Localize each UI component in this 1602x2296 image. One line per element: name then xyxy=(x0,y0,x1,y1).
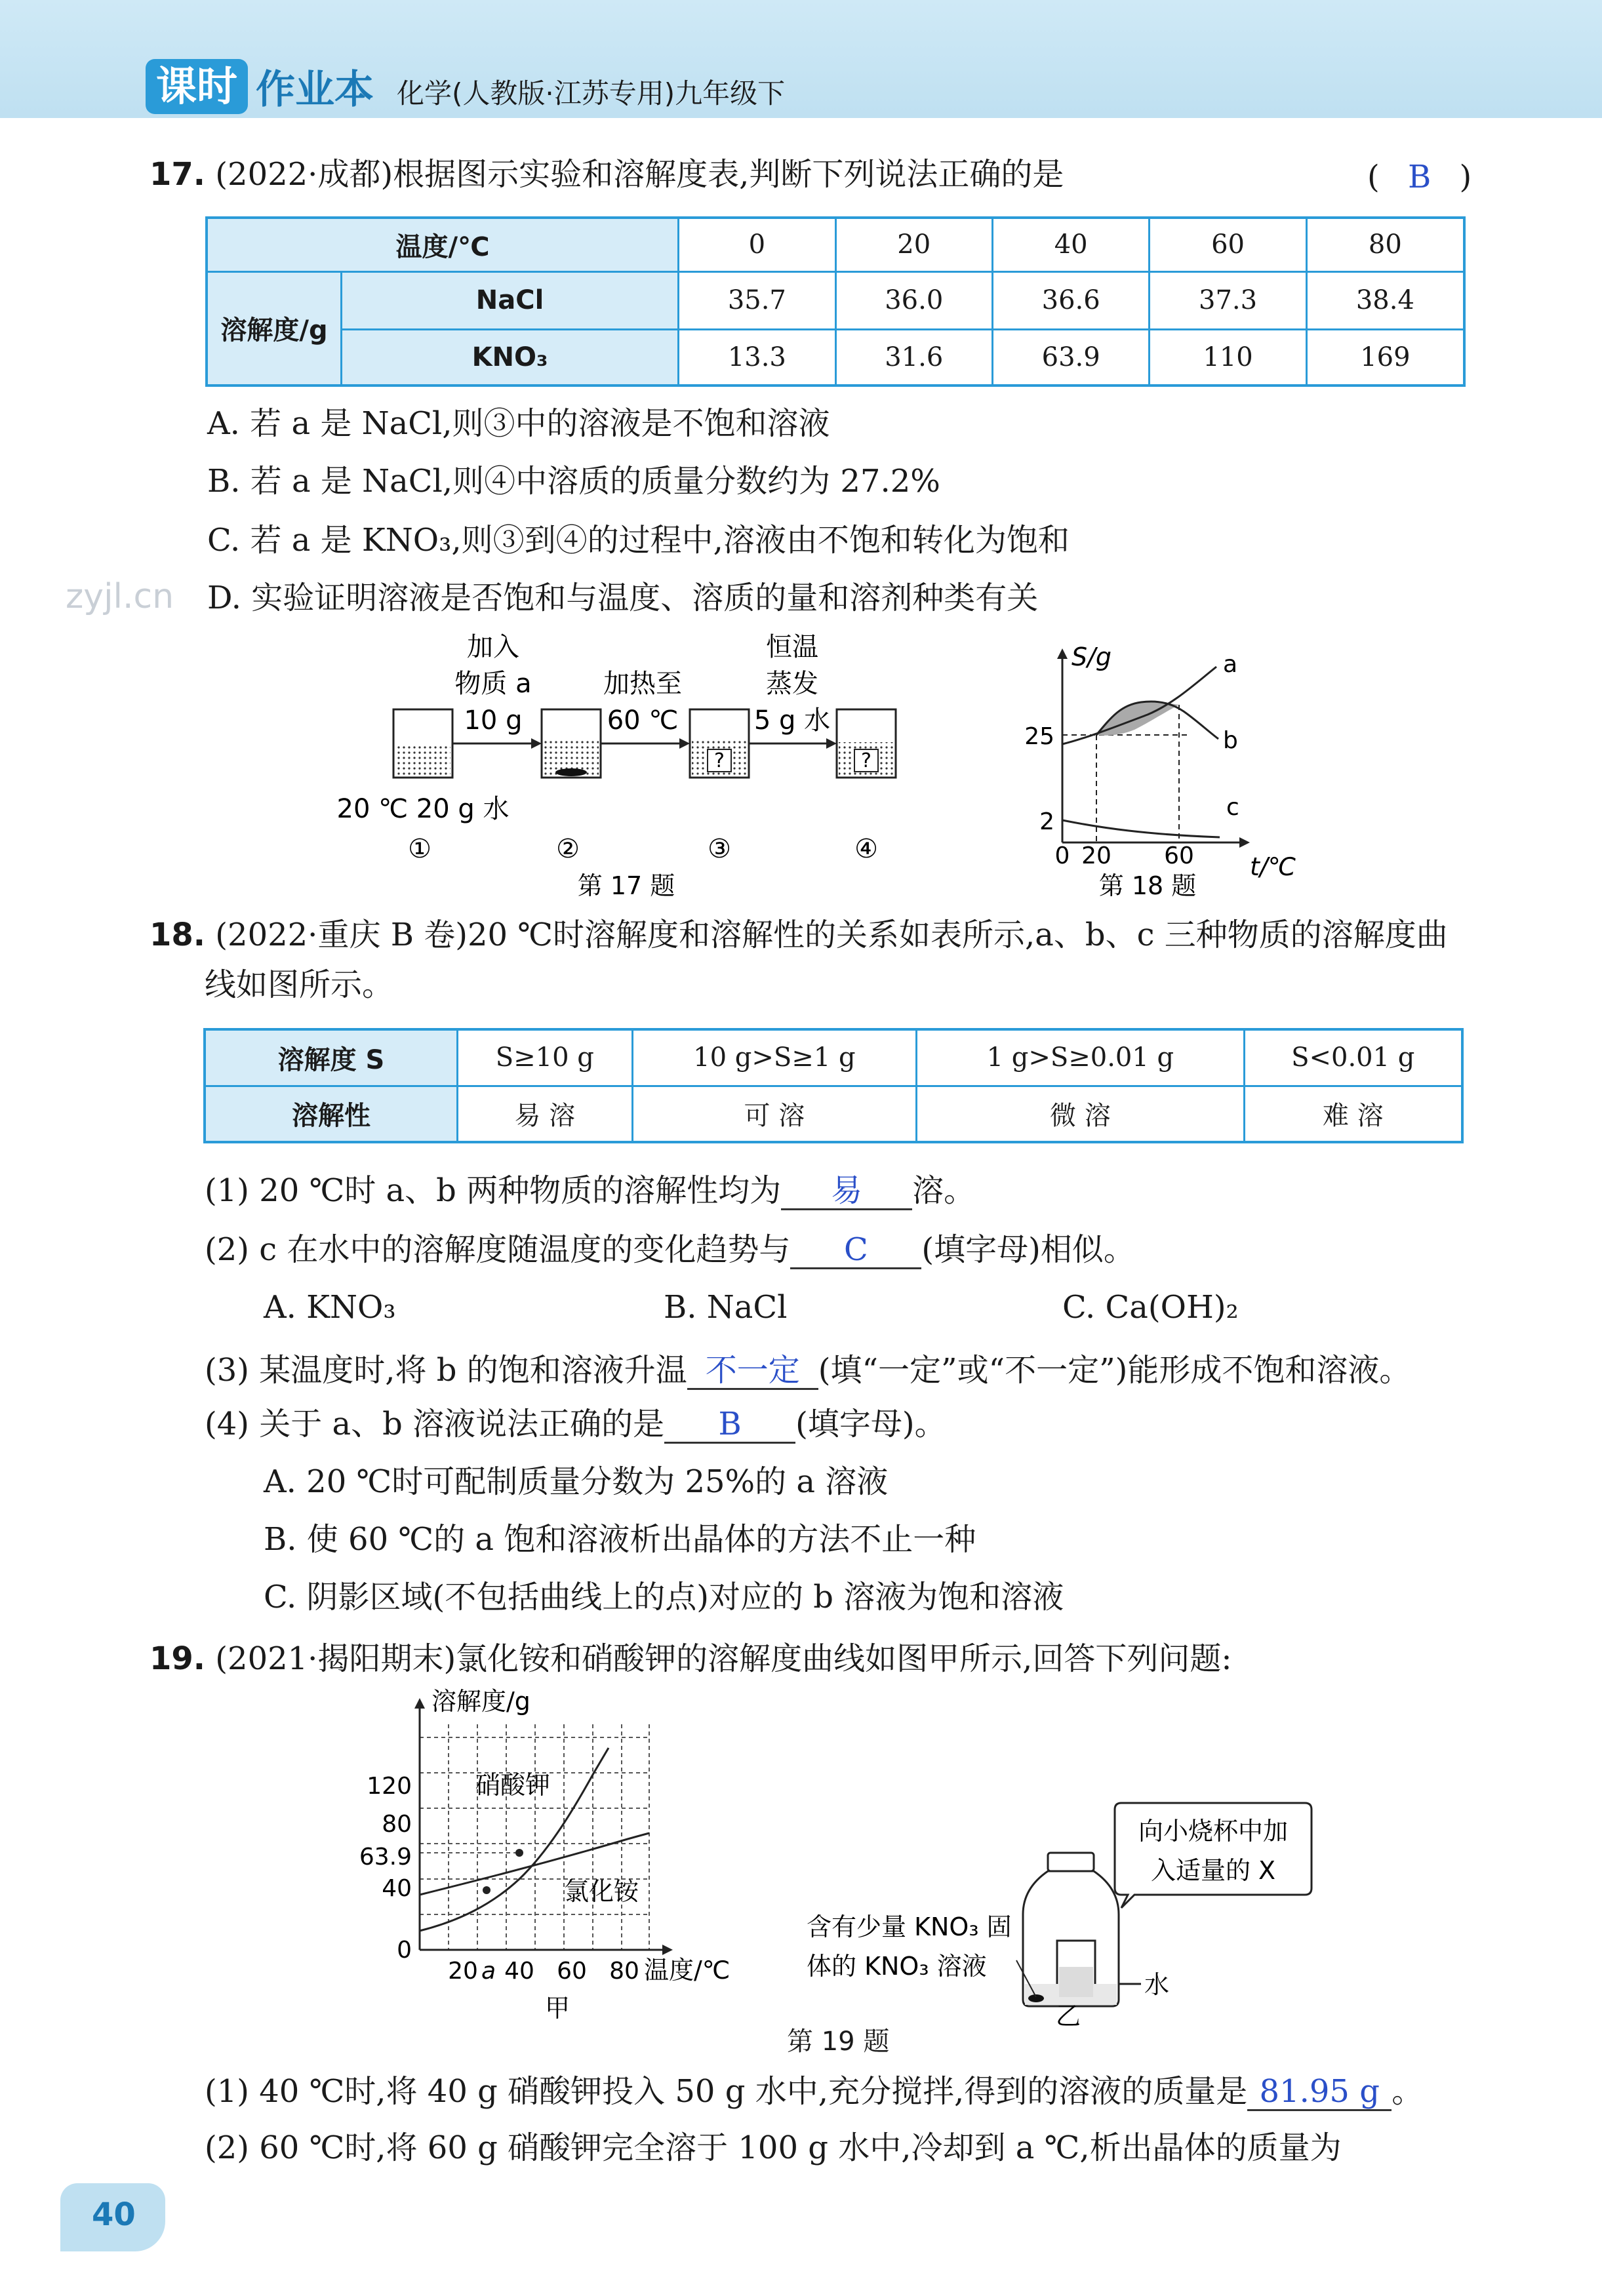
q19-caption: 第 19 题 xyxy=(787,2027,890,2057)
q17-stem xyxy=(150,155,1064,194)
y-tick: 63.9 xyxy=(359,1844,412,1870)
table-cell: 可 溶 xyxy=(632,1086,917,1142)
paren-left: ( xyxy=(1367,159,1380,195)
q18-sub4-text: (4) 关于 a、b 溶液说法正确的是 xyxy=(205,1406,665,1442)
q17-number: 17. xyxy=(150,156,206,193)
panel-label-jia: 甲 xyxy=(544,1994,571,2023)
q17-experiment-figure xyxy=(328,629,918,905)
step3-line1: 恒温 xyxy=(766,632,818,662)
q17-caption: 第 17 题 xyxy=(577,871,675,900)
x-tick: 60 xyxy=(557,1958,587,1985)
substance-nacl: NaCl xyxy=(342,271,679,329)
x-tick: 20 xyxy=(1081,842,1111,869)
label-3: ③ xyxy=(708,834,731,864)
y-axis-label: S/g xyxy=(1071,643,1112,671)
temp-cell: 0 xyxy=(679,218,835,271)
q18-sub2-opt-a: A. KNO₃ xyxy=(264,1289,396,1326)
q17-answer: B xyxy=(1408,159,1432,195)
q18-sub3-text: (3) 某温度时,将 b 的饱和溶液升温 xyxy=(205,1352,687,1389)
x-tick: 0 xyxy=(1054,842,1070,869)
subject-title: 化学(人教版·江苏专用)九年级下 xyxy=(397,77,786,109)
q18-sub1-tail: 溶。 xyxy=(912,1172,976,1209)
watermark: zyjl.cn xyxy=(66,577,174,616)
q19-sub1-tail: 。 xyxy=(1392,2073,1424,2110)
x-axis-label: t/℃ xyxy=(1250,852,1296,881)
step1-line3: 10 g xyxy=(464,705,523,736)
q18-sub4-answer: B xyxy=(664,1406,795,1444)
q18-number: 18. xyxy=(150,917,206,953)
q17-answer-slot xyxy=(1367,157,1472,197)
step1-line2: 物质 a xyxy=(454,669,532,699)
table-cell: 1 g>S≥0.01 g xyxy=(917,1029,1244,1086)
table-cell: 微 溶 xyxy=(917,1086,1244,1142)
q18-sub2-opt-b: B. NaCl xyxy=(664,1289,788,1326)
x-tick: 60 xyxy=(1164,842,1194,869)
q18-sub4 xyxy=(205,1404,946,1444)
temp-header: 温度/℃ xyxy=(207,218,679,271)
q18-sub1-answer: 易 xyxy=(781,1173,912,1210)
water-label: 水 xyxy=(1144,1970,1170,1999)
q18-stem-line2: 线如图所示。 xyxy=(205,966,394,1003)
label-2: ② xyxy=(556,834,580,864)
temp-cell: 60 xyxy=(1150,218,1306,271)
table-cell: 31.6 xyxy=(835,329,992,386)
step3-line3: 5 g 水 xyxy=(753,705,831,736)
table-cell: 110 xyxy=(1150,329,1306,386)
table-cell: S≥10 g xyxy=(458,1029,633,1086)
x-tick: a xyxy=(481,1958,496,1985)
curve-b-label: b xyxy=(1223,727,1238,754)
table-cell: 10 g>S≥1 g xyxy=(632,1029,917,1086)
brand-box: 课时 xyxy=(146,59,248,114)
x-tick: 40 xyxy=(504,1958,534,1985)
table-cell: S<0.01 g xyxy=(1244,1029,1462,1086)
temp-cell: 80 xyxy=(1306,218,1464,271)
q19-sub1-answer: 81.95 g xyxy=(1247,2074,1392,2111)
label-4: ④ xyxy=(854,834,878,864)
start-label: 20 ℃ 20 g 水 xyxy=(336,794,510,824)
curve-c-label: c xyxy=(1226,794,1239,821)
row2-header: 溶解性 xyxy=(205,1086,458,1142)
q18-sub2-text: (2) c 在水中的溶解度随温度的变化趋势与 xyxy=(205,1231,791,1268)
table-cell: 易 溶 xyxy=(458,1086,633,1142)
bubble-line2: 入适量的 X xyxy=(1150,1856,1276,1885)
q19-number: 19. xyxy=(150,1640,206,1677)
table-cell: 35.7 xyxy=(679,271,835,329)
substance-kno3: KNO₃ xyxy=(342,329,679,386)
q19-apparatus xyxy=(800,1790,1325,2026)
q18-text: (2022·重庆 B 卷)20 ℃时溶解度和溶解性的关系如表所示,a、b、c 三种物质的溶解度曲 xyxy=(215,917,1448,953)
q19-solubility-graph xyxy=(341,1685,813,2026)
table-cell: 38.4 xyxy=(1306,271,1464,329)
q18-sub4-opt-c: C. 阴影区域(不包括曲线上的点)对应的 b 溶液为饱和溶液 xyxy=(264,1579,1064,1615)
y-axis-label: 溶解度/g xyxy=(431,1687,531,1716)
step2-line1: 加热至 xyxy=(603,669,682,699)
q17-solubility-table xyxy=(205,216,1466,387)
q18-sub4-opt-b: B. 使 60 ℃的 a 饱和溶液析出晶体的方法不止一种 xyxy=(264,1521,976,1558)
paren-right: ) xyxy=(1459,159,1472,195)
curve-a-label: a xyxy=(1223,651,1238,678)
solution-label-line1: 含有少量 KNO₃ 固 xyxy=(807,1912,1012,1941)
q18-sub1 xyxy=(205,1171,975,1210)
label-1: ① xyxy=(408,834,431,864)
q19-stem xyxy=(150,1639,1232,1678)
q17-option-c: C. 若 a 是 KNO₃,则③到④的过程中,溶液由不饱和转化为饱和 xyxy=(207,522,1070,559)
table-cell: 13.3 xyxy=(679,329,835,386)
y-tick: 120 xyxy=(367,1773,412,1800)
curve-nh4cl-label: 氯化铵 xyxy=(564,1877,639,1906)
q19-sub1 xyxy=(205,2072,1423,2111)
q17-text: (2022·成都)根据图示实验和溶解度表,判断下列说法正确的是 xyxy=(215,156,1064,193)
step2-line2: 60 ℃ xyxy=(607,705,679,736)
q18-solubility-class-table xyxy=(203,1028,1464,1143)
curve-kno3-label: 硝酸钾 xyxy=(475,1771,551,1800)
x-axis-label: 温度/℃ xyxy=(644,1956,731,1985)
q18-sub2-answer: C xyxy=(790,1232,921,1269)
q17-option-b: B. 若 a 是 NaCl,则④中溶质的质量分数约为 27.2% xyxy=(207,463,940,500)
q18-sub2-tail: (填字母)相似。 xyxy=(921,1231,1135,1268)
panel-label-yi: 乙 xyxy=(1056,2002,1081,2026)
q18-caption: 第 18 题 xyxy=(1098,871,1197,900)
question-mark: ? xyxy=(714,749,725,772)
q18-sub3-answer: 不一定 xyxy=(687,1353,818,1390)
q17-option-a: A. 若 a 是 NaCl,则③中的溶液是不饱和溶液 xyxy=(207,405,830,442)
bubble-line1: 向小烧杯中加 xyxy=(1138,1817,1289,1846)
page-number: 40 xyxy=(92,2196,136,2233)
q18-stem-line1 xyxy=(150,915,1448,955)
y-tick: 80 xyxy=(382,1811,412,1838)
q18-sub3 xyxy=(205,1351,1411,1390)
table-cell: 37.3 xyxy=(1150,271,1306,329)
brand-rest: 作业本 xyxy=(256,67,374,113)
jar-neck xyxy=(1048,1853,1094,1871)
q19-sub1-text: (1) 40 ℃时,将 40 g 硝酸钾投入 50 g 水中,充分搅拌,得到的溶液的质量是 xyxy=(205,2073,1248,2110)
table-cell: 169 xyxy=(1306,329,1464,386)
y-tick: 0 xyxy=(397,1937,412,1964)
table-cell: 36.0 xyxy=(835,271,992,329)
step3-line2: 蒸发 xyxy=(766,669,818,699)
curve-c xyxy=(1062,820,1220,837)
table-cell: 难 溶 xyxy=(1244,1086,1462,1142)
q18-solubility-graph xyxy=(1023,639,1312,901)
y-tick: 25 xyxy=(1024,723,1054,750)
q19-sub2: (2) 60 ℃时,将 60 g 硝酸钾完全溶于 100 g 水中,冷却到 a ℃,析出晶体的质量为 xyxy=(205,2129,1342,2166)
y-tick: 2 xyxy=(1039,808,1054,835)
table-cell: 63.9 xyxy=(992,329,1149,386)
q18-sub2-opt-c: C. Ca(OH)₂ xyxy=(1062,1289,1239,1326)
solution-label-line2: 体的 KNO₃ 溶液 xyxy=(807,1952,987,1981)
temp-cell: 20 xyxy=(835,218,992,271)
y-tick: 40 xyxy=(382,1875,412,1902)
q18-sub3-tail: (填“一定”或“不一定”)能形成不饱和溶液。 xyxy=(818,1352,1411,1389)
step1-line1: 加入 xyxy=(467,632,519,662)
q18-sub4-opt-a: A. 20 ℃时可配制质量分数为 25%的 a 溶液 xyxy=(264,1463,889,1500)
question-mark: ? xyxy=(861,749,871,772)
q19-text: (2021·揭阳期末)氯化铵和硝酸钾的溶解度曲线如图甲所示,回答下列问题: xyxy=(215,1640,1232,1677)
temp-cell: 40 xyxy=(992,218,1149,271)
row1-header: 溶解度 S xyxy=(205,1029,458,1086)
table-cell: 36.6 xyxy=(992,271,1149,329)
q17-option-d: D. 实验证明溶液是否饱和与温度、溶质的量和溶剂种类有关 xyxy=(207,580,1039,616)
q18-sub1-text: (1) 20 ℃时 a、b 两种物质的溶解性均为 xyxy=(205,1172,782,1209)
q18-sub4-tail: (填字母)。 xyxy=(795,1406,946,1442)
q18-sub2 xyxy=(205,1230,1135,1269)
x-tick: 20 xyxy=(448,1958,478,1985)
solubility-header: 溶解度/g xyxy=(207,271,342,386)
x-tick: 80 xyxy=(609,1958,639,1985)
brand-logo xyxy=(146,58,374,115)
